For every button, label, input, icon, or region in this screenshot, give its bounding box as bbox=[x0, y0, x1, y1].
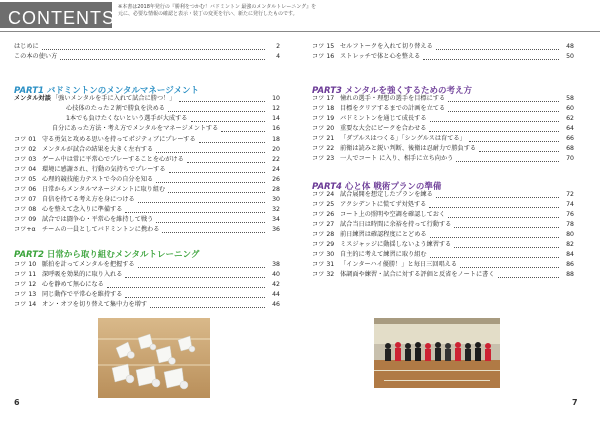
toc-row[interactable]: コツ 24 試合展開を想定したプランを練る 72 bbox=[312, 191, 574, 198]
part1-heading: PART1 バドミントンのメンタルマネージメント bbox=[14, 86, 199, 96]
toc-row[interactable]: コツ 18 目標をクリアするまでの計画を立てる 60 bbox=[312, 105, 574, 112]
toc-row[interactable]: この本の使い方 4 bbox=[14, 53, 280, 60]
toc-row[interactable]: コツ 26 コート上の照明や空調を確認しておく 76 bbox=[312, 211, 574, 218]
shuttlecock-photo bbox=[98, 318, 210, 398]
toc-row[interactable]: コツ 10 脈拍を計ってメンタルを把握する 38 bbox=[14, 261, 280, 268]
team-photo bbox=[374, 318, 500, 388]
toc-row[interactable]: コツ 30 自主的に考えて練習に取り組む 84 bbox=[312, 251, 574, 258]
toc-row[interactable]: コツ 31 「インターハイ優勝！」と毎日三回唱える 86 bbox=[312, 261, 574, 268]
toc-row[interactable]: コツ 02 メンタルが試合の結果を大きく左右する 20 bbox=[14, 146, 280, 153]
toc-row[interactable]: コツ 29 ミスジャッジに動揺しないよう練習する 82 bbox=[312, 241, 574, 248]
toc-row[interactable]: コツ 07 自信を持てる考え方を身につける 30 bbox=[14, 196, 280, 203]
toc-row[interactable]: コツ 15 セルフトークを入れて切り替える 48 bbox=[312, 43, 574, 50]
toc-row[interactable]: コツ 25 アクシデントに慌てず対処する 74 bbox=[312, 201, 574, 208]
toc-row[interactable]: コツ 06 日常からメンタルマネージメントに取り組む 28 bbox=[14, 186, 280, 193]
page-title: CONTENTS bbox=[8, 8, 115, 28]
toc-row[interactable]: コツ+α チームの一員としてバドミントンに携わる 36 bbox=[14, 226, 280, 233]
toc-row[interactable]: コツ 03 ゲーム中は常に平常心でプレーすることを心がける 22 bbox=[14, 156, 280, 163]
toc-row[interactable]: 1本でも負けたくないという選手が大成する 14 bbox=[66, 115, 280, 122]
page-number-right: 7 bbox=[572, 398, 578, 407]
toc-row[interactable]: コツ 04 環境に感謝され、行動の気持ちでプレーする 24 bbox=[14, 166, 280, 173]
page-number-left: 6 bbox=[14, 398, 20, 407]
part3-heading: PART3 メンタルを強くするための考え方 bbox=[312, 86, 473, 96]
header-note: ※本書は2018年発行の『勝利をつかむ！バドミントン 最強のメンタルトレーニング』を元に、必要な情報の確認と表示・装丁の変更を行い、新たに発行したものです。 bbox=[118, 4, 317, 17]
contents-header bbox=[0, 0, 600, 36]
toc-row[interactable]: コツ 19 バドミントンを通じて成長する 62 bbox=[312, 115, 574, 122]
part2-heading: PART2 日常から取り組むメンタルトレーニング bbox=[14, 250, 200, 260]
toc-row[interactable]: コツ 13 同じ動作で平常心を維持する 44 bbox=[14, 291, 280, 298]
toc-row[interactable]: コツ 01 守る勇気と攻める思いを持ってポジティブにプレーする 18 bbox=[14, 136, 280, 143]
shuttlecock-image bbox=[98, 318, 210, 398]
toc-row[interactable]: コツ 27 試合当日は時間に余裕を持って行動する 78 bbox=[312, 221, 574, 228]
title-bar bbox=[0, 2, 115, 28]
toc-row[interactable]: コツ 11 深呼吸を効果的に取り入れる 40 bbox=[14, 271, 280, 278]
toc-row[interactable]: コツ 32 体調面や練習・試合に対する評価と反省をノートに書く 88 bbox=[312, 271, 574, 278]
toc-row[interactable]: コツ 22 前衛は読みと鋭い判断、後衛は忍耐力で勝負する 68 bbox=[312, 145, 574, 152]
toc-row[interactable]: コツ 12 心を静めて無心になる 42 bbox=[14, 281, 280, 288]
toc-row[interactable]: コツ 08 心を整えて念入りに準備する 32 bbox=[14, 206, 280, 213]
players bbox=[385, 342, 491, 361]
toc-row[interactable]: コツ 17 憧れの選手・理想の選手を目標にする 58 bbox=[312, 95, 574, 102]
team-image bbox=[374, 318, 500, 388]
talk-label: メンタル対談 bbox=[14, 95, 51, 102]
toc-row[interactable]: コツ 23 一人でコート に入り、相手に立ち向かう 70 bbox=[312, 155, 574, 162]
toc-row[interactable]: コツ 16 ストレッチで体と心を整える 50 bbox=[312, 53, 574, 60]
toc-row[interactable]: 自分にあった方法・考え方でメンタルをマネージメントする 16 bbox=[52, 125, 280, 132]
toc-row[interactable]: 「強いメンタルを手に入れて試合に勝つ！」 10 bbox=[52, 95, 280, 102]
toc-row[interactable]: コツ 05 心理的競技能力テストで今の自分を知る 26 bbox=[14, 176, 280, 183]
toc-row[interactable]: コツ 20 重要な大会にピークを合わせる 64 bbox=[312, 125, 574, 132]
toc-row[interactable]: コツ 09 試合では闘争心・平常心を維持して戦う 34 bbox=[14, 216, 280, 223]
part4-heading: PART4 心と体 戦術プランの準備 bbox=[312, 182, 442, 192]
toc-row[interactable]: はじめに 2 bbox=[14, 43, 280, 50]
toc-row[interactable]: コツ 28 前日練習は確認程度にとどめる 80 bbox=[312, 231, 574, 238]
toc-row[interactable]: 心技体のたった２割で勝負を決める 12 bbox=[66, 105, 280, 112]
header-divider bbox=[0, 31, 600, 32]
toc-row[interactable]: コツ 14 オン・オフを切り替えて集中力を増す 46 bbox=[14, 301, 280, 308]
toc-row[interactable]: コツ 21 「ダブルスはつくる」「シングルスは育てる」 66 bbox=[312, 135, 574, 142]
